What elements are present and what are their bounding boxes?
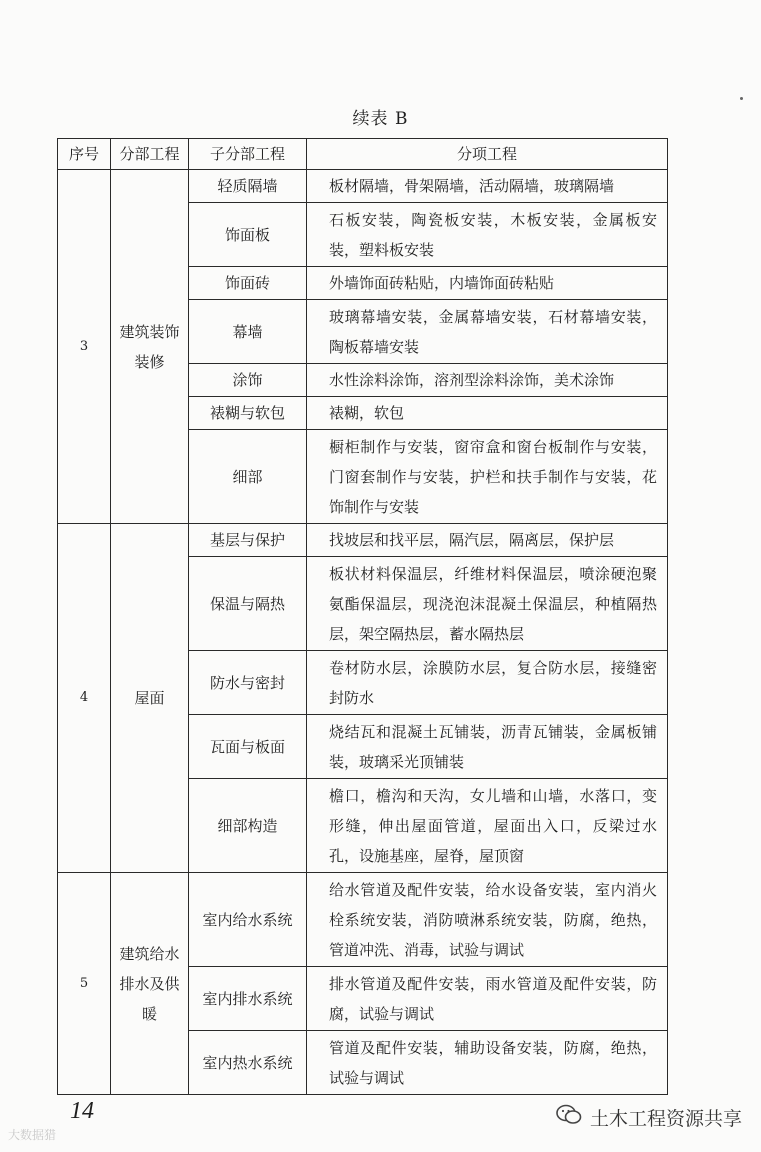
cell-sub-division: 幕墙 — [189, 300, 307, 364]
cell-sub-division: 涂饰 — [189, 364, 307, 397]
cell-items: 管道及配件安装，辅助设备安装，防腐，绝热，试验与调试 — [307, 1031, 668, 1095]
watermark-right-text: 土木工程资源共享 — [590, 1108, 743, 1130]
cell-sub-division: 防水与密封 — [189, 651, 307, 715]
watermark-right — [556, 1104, 742, 1131]
cell-items: 檐口，檐沟和天沟，女儿墙和山墙，水落口，变形缝，伸出屋面管道，屋面出入口，反梁过水孔，设施基座，屋脊，屋顶窗 — [307, 779, 668, 873]
cell-sub-division: 轻质隔墙 — [189, 170, 307, 203]
table-body — [58, 170, 668, 1095]
cell-items: 烧结瓦和混凝土瓦铺装，沥青瓦铺装，金属板铺装，玻璃采光顶铺装 — [307, 715, 668, 779]
cell-no: 4 — [58, 524, 111, 873]
cell-sub-division: 裱糊与软包 — [189, 397, 307, 430]
cell-items: 找坡层和找平层，隔汽层，隔离层，保护层 — [307, 524, 668, 557]
cell-division: 建筑给水排水及供暖 — [111, 873, 189, 1095]
cell-sub-division: 保温与隔热 — [189, 557, 307, 651]
cell-sub-division: 室内给水系统 — [189, 873, 307, 967]
header-division: 分部工程 — [111, 139, 189, 170]
page-number: 14 — [70, 1098, 94, 1124]
decorative-dot — [740, 97, 743, 100]
cell-division: 屋面 — [111, 524, 189, 873]
cell-items: 水性涂料涂饰，溶剂型涂料涂饰，美术涂饰 — [307, 364, 668, 397]
cell-items: 石板安装，陶瓷板安装，木板安装，金属板安装，塑料板安装 — [307, 203, 668, 267]
wechat-icon — [556, 1104, 582, 1131]
cell-items: 排水管道及配件安装，雨水管道及配件安装，防腐，试验与调试 — [307, 967, 668, 1031]
cell-no: 3 — [58, 170, 111, 524]
cell-no: 5 — [58, 873, 111, 1095]
cell-items: 外墙饰面砖粘贴，内墙饰面砖粘贴 — [307, 267, 668, 300]
watermark-left: 大数据猎 — [8, 1128, 57, 1142]
header-no: 序号 — [58, 139, 111, 170]
cell-items: 裱糊，软包 — [307, 397, 668, 430]
cell-items: 板材隔墙，骨架隔墙，活动隔墙，玻璃隔墙 — [307, 170, 668, 203]
table-row — [58, 524, 668, 557]
cell-sub-division: 瓦面与板面 — [189, 715, 307, 779]
cell-sub-division: 室内热水系统 — [189, 1031, 307, 1095]
table-header-row — [58, 139, 668, 170]
cell-division: 建筑装饰装修 — [111, 170, 189, 524]
cell-items: 橱柜制作与安装，窗帘盒和窗台板制作与安装，门窗套制作与安装，护栏和扶手制作与安装，花饰制作与安装 — [307, 430, 668, 524]
header-sub-division: 子分部工程 — [189, 139, 307, 170]
engineering-division-table — [57, 138, 668, 1095]
cell-sub-division: 室内排水系统 — [189, 967, 307, 1031]
table-row — [58, 170, 668, 203]
cell-sub-division: 细部构造 — [189, 779, 307, 873]
cell-sub-division: 基层与保护 — [189, 524, 307, 557]
cell-sub-division: 饰面砖 — [189, 267, 307, 300]
header-items: 分项工程 — [307, 139, 668, 170]
cell-items: 卷材防水层，涂膜防水层，复合防水层，接缝密封防水 — [307, 651, 668, 715]
cell-sub-division: 细部 — [189, 430, 307, 524]
cell-sub-division: 饰面板 — [189, 203, 307, 267]
table-caption: 续表 B — [352, 109, 409, 129]
table-row — [58, 873, 668, 967]
cell-items: 板状材料保温层，纤维材料保温层，喷涂硬泡聚氨酯保温层，现浇泡沫混凝土保温层，种植隔热层，架空隔热层，蓄水隔热层 — [307, 557, 668, 651]
cell-items: 玻璃幕墙安装，金属幕墙安装，石材幕墙安装，陶板幕墙安装 — [307, 300, 668, 364]
cell-items: 给水管道及配件安装，给水设备安装，室内消火栓系统安装，消防喷淋系统安装，防腐，绝热，管道冲洗、消毒，试验与调试 — [307, 873, 668, 967]
